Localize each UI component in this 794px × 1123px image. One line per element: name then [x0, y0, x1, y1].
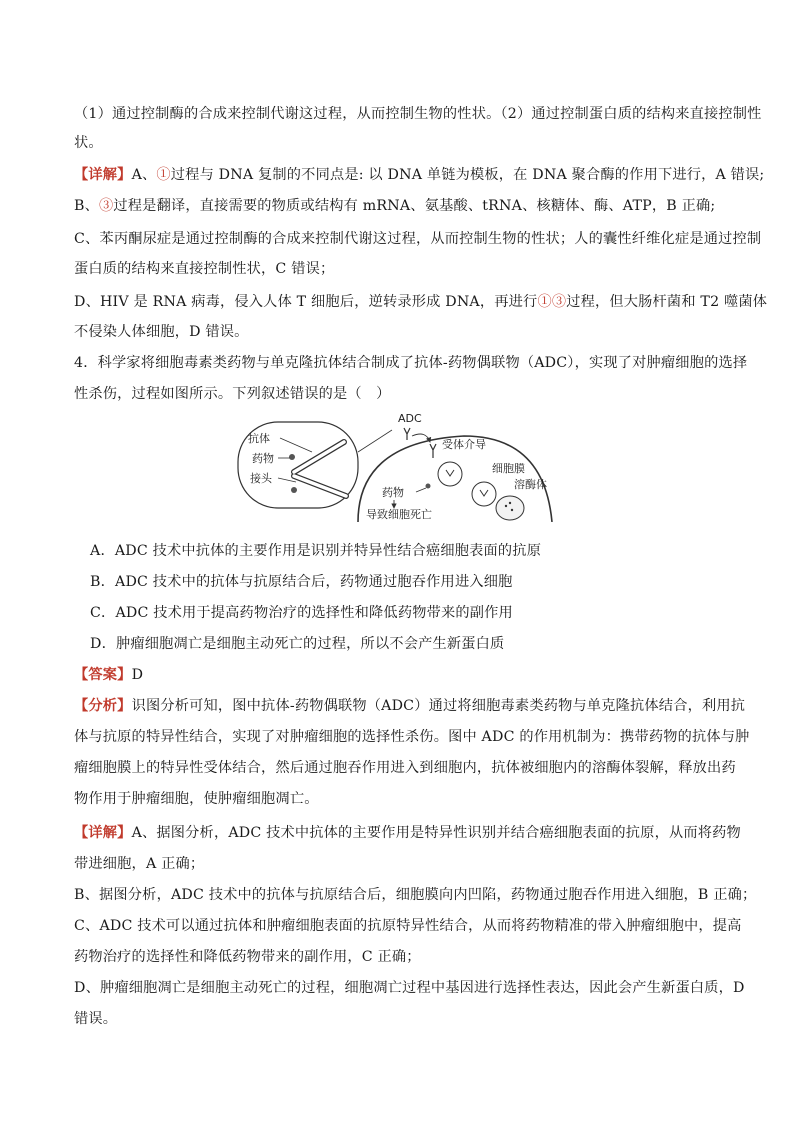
- text-line: D、HIV 是 RNA 病毒，侵入人体 T 细胞后，逆转录形成 DNA，再进行①③过程，但大肠杆菌和 T2 噬菌体: [74, 294, 768, 310]
- drug-molecule-icon: [291, 487, 297, 493]
- question-text: 4．科学家将细胞毒素类药物与单克隆抗体结合制成了抗体-药物偶联物（ADC），实现了对肿瘤细胞的选择: [74, 355, 748, 371]
- step-marker: ③: [99, 198, 114, 214]
- figure-label-membrane: 细胞膜: [492, 462, 525, 475]
- step-marker: ①: [537, 294, 552, 310]
- receptor-bound-adc-icon: [430, 444, 436, 458]
- adc-icon: [404, 428, 410, 440]
- answer-line: [74, 665, 724, 685]
- analysis-line: 瘤细胞膜上的特异性受体结合，然后通过胞吞作用进入到细胞内，抗体被细胞内的溶酶体裂解，释放出药: [74, 760, 736, 776]
- figure-label-receptor: 受体介导: [442, 438, 486, 451]
- text-line: C、苯丙酮尿症是通过控制酶的合成来控制代谢这过程，从而控制生物的性状；人的囊性纤维化症是通过控制: [74, 231, 762, 247]
- lysosome-icon: [496, 496, 524, 520]
- detail-line: C、ADC 技术可以通过抗体和肿瘤细胞表面的抗原特异性结合，从而将药物精准的带入肿瘤细胞中，提高: [74, 918, 742, 934]
- adc-mechanism-figure: [234, 412, 554, 522]
- detail-line: 错误。: [74, 1011, 118, 1027]
- text-line: B、③过程是翻译，直接需要的物质或结构有 mRNA、氨基酸、tRNA、核糖体、酶、ATP，B 正确;: [74, 198, 716, 214]
- analysis-line: 物作用于肿瘤细胞，使肿瘤细胞凋亡。: [74, 791, 319, 807]
- analysis-line: [74, 696, 746, 716]
- figure-label-linker: 接头: [250, 472, 272, 485]
- detail-line: B、据图分析，ADC 技术中的抗体与抗原结合后，细胞膜向内凹陷，药物通过胞吞作用进入细胞，B 正确；: [74, 887, 757, 903]
- analysis-tag: 【分析】: [74, 698, 132, 714]
- step-marker: ③: [551, 294, 567, 310]
- figure-label-lysosome: 溶酶体: [514, 478, 547, 491]
- detail-line: 带进细胞，A 正确；: [74, 856, 205, 872]
- figure-label-drug: 药物: [252, 452, 274, 465]
- text-line: [74, 165, 765, 185]
- option-b: B．ADC 技术中的抗体与抗原结合后，药物通过胞吞作用进入细胞: [90, 574, 513, 590]
- figure-label-adc: ADC: [398, 412, 422, 425]
- text-line: （1）通过控制酶的合成来控制代谢这过程，从而控制生物的性状。（2）通过控制蛋白质的结构来直接控制性: [74, 106, 762, 122]
- option-d: D．肿瘤细胞凋亡是细胞主动死亡的过程，所以不会产生新蛋白质: [90, 636, 505, 652]
- detail-line: 药物治疗的选择性和降低药物带来的副作用，C 正确；: [74, 949, 421, 965]
- detail-text: A、据图分析，ADC 技术中抗体的主要作用是特异性识别并结合癌细胞表面的抗原，从而将药物: [131, 825, 741, 841]
- answer-value: D: [131, 667, 144, 683]
- figure-label-drug-release: 药物: [382, 486, 404, 499]
- figure-label-cell-death: 导致细胞死亡: [366, 508, 432, 521]
- analysis-text: 识图分析可知，图中抗体-药物偶联物（ADC）通过将细胞毒素类药物与单克隆抗体结合，利用抗: [131, 698, 746, 714]
- analysis-line: 体与抗原的特异性结合，实现了对肿瘤细胞的选择性杀伤。图中 ADC 的作用机制为：携带药物的抗体与肿: [74, 729, 750, 745]
- text-line: 不侵染人体细胞，D 错误。: [74, 324, 249, 340]
- detail-line: [74, 823, 741, 843]
- drug-molecule-icon: [289, 454, 295, 460]
- endosome-icon: [472, 482, 496, 506]
- step-marker: ①: [156, 167, 171, 183]
- text-line: 蛋白质的结构来直接控制性状，C 错误；: [74, 261, 335, 277]
- answer-tag: 【答案】: [74, 667, 132, 683]
- detail-line: D、肿瘤细胞凋亡是细胞主动死亡的过程，细胞凋亡过程中基因进行选择性表达，因此会产生新蛋白质，D: [74, 980, 745, 996]
- detail-text: A、①过程与 DNA 复制的不同点是: 以 DNA 单链为模板，在 DNA 聚合酶的作用下进行，A 错误;: [131, 167, 765, 183]
- option-a: A．ADC 技术中抗体的主要作用是识别并特异性结合癌细胞表面的抗原: [90, 543, 542, 559]
- question-text: 性杀伤，过程如图所示。下列叙述错误的是（ ）: [74, 386, 391, 402]
- detail-tag: 【详解】: [74, 825, 132, 841]
- detail-tag: 【详解】: [74, 167, 132, 183]
- figure-label-antibody: 抗体: [248, 432, 270, 445]
- option-c: C．ADC 技术用于提高药物治疗的选择性和降低药物带来的副作用: [90, 605, 513, 621]
- endosome-icon: [438, 462, 462, 486]
- text-line: 状。: [74, 135, 103, 151]
